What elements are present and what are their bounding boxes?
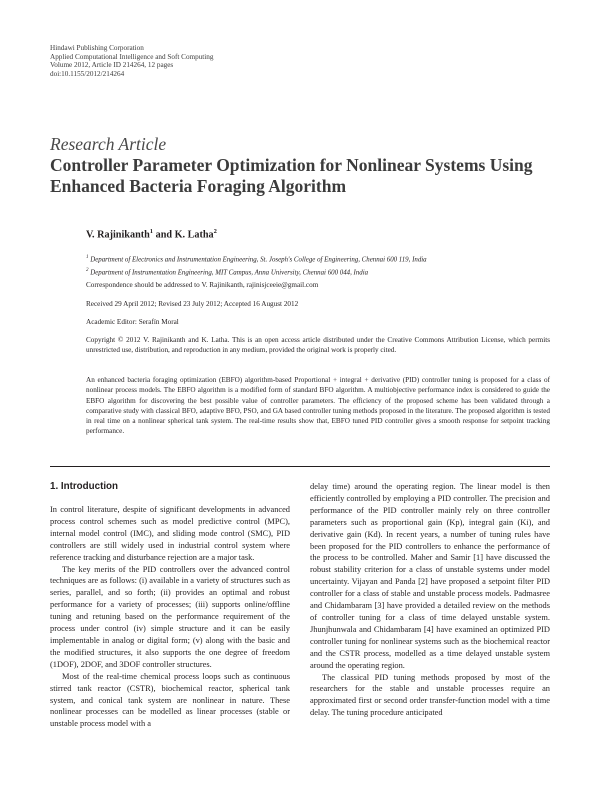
academic-editor: Academic Editor: Serafín Moral: [86, 318, 179, 326]
affiliation: [86, 253, 427, 266]
journal-name: Applied Computational Intelligence and Soft Computing: [50, 52, 214, 61]
author-list: [86, 228, 217, 240]
paragraph: delay time) around the operating region. The linear model is then efficiently controlled by employing a PID controller. The precision and performance of the PID controller mainly rely on three controller parameters such as proportional gain (Kp), integral gain (Ki), and derivative gain (Kd). In recent years, a number of tuning rules have been proposed for the PID controllers to enhance the performance of the process to be controlled. Maher and Samir [1] have discussed the robust stability criterion for a class of unstable systems under model uncertainty. Vijayan and Panda [2] have proposed a setpoint filter PID controller for a class of stable and unstable process models. Padmasree and Chidambaram [3] have provided a detailed review on the methods of controller tuning for a class of time delayed unstable system. Jhunjhunwala and Chidambaram [4] have examined an optimized PID controller tuning for nonlinear systems such as the biochemical reactor and the CSTR process, modelled as a time delayed unstable system around the operating region.: [310, 482, 550, 670]
paragraph: The key merits of the PID controllers over the advanced control techniques are as follows: (i) available in a variety of structures such as series, parallel, and so forth; (ii) provides an optimal and robust performance for a variety of processes; (iii) supports online/offline tuning and retuning based on the performance requirement of the process under control (iv) simple structure and it can be easily implementable in analog or digital form; (v) along with the basic and the modified structures, it also supports the one degree of freedom (1DOF), 2DOF, and 3DOF controller structures.: [50, 564, 290, 669]
author-name: V. Rajinikanth: [86, 229, 150, 241]
section-heading: 1. Introduction: [50, 481, 119, 492]
volume-info: Volume 2012, Article ID 214264, 12 pages: [50, 61, 174, 70]
paper-title: Controller Parameter Optimization for Nonlinear Systems Using Enhanced Bacteria Foraging Algorithm: [50, 155, 533, 196]
paragraph: The classical PID tuning methods proposed by most of the researchers for the stable and unstable processes require an approximated first or second order transfer-function model with a time delay. The tuning procedure anticipated: [310, 672, 550, 718]
article-type: Research Article: [50, 134, 167, 154]
affiliation-mark: 1: [86, 255, 89, 260]
right-column: [310, 481, 550, 719]
copyright-notice: Copyright © 2012 V. Rajinikanth and K. Latha. This is an open access article distributed under the Creative Commons Attribution License, which permits unrestricted use, distribution, and reproduction in any medium, provided the original work is properly cited.: [86, 336, 550, 355]
affiliation: [86, 266, 427, 279]
affiliation-text: Department of Electronics and Instrumentation Engineering, St. Joseph's College of Engineering, Chennai 600 119, India: [90, 256, 427, 264]
paragraph: In control literature, despite of significant developments in advanced process control schemes such as model predictive control (MPC), internal model control (IMC), and sliding mode control (SMC), PID controllers are still widely used in industrial control system where reference tracking and disturbance rejection are a major task.: [50, 505, 290, 562]
correspondence: Correspondence should be addressed to V. Rajinikanth, rajinisjceeie@gmail.com: [86, 281, 319, 289]
abstract: An enhanced bacteria foraging optimization (EBFO) algorithm-based Proportional + integral + derivative (PID) controller tuning is proposed for a class of nonlinear process models. The EBFO algorithm is a modified form of standard BFO algorithm. A multiobjective performance index is considered to guide the EBFO algorithm for discovering the best possible value of controller parameters. The efficiency of the proposed scheme has been validated through a comparative study with classical BFO, adaptive BFO, PSO, and GA based controller tuning methods proposed in the literature. The proposed algorithm is tested in real time on a nonlinear spherical tank system. The real-time results show that, EBFO tuned PID controller gives a smooth response for setpoint tracking performance.: [86, 376, 550, 436]
dates-line: Received 29 April 2012; Revised 23 July 2012; Accepted 16 August 2012: [86, 300, 299, 308]
publisher-name: Hindawi Publishing Corporation: [50, 44, 144, 52]
author-affil-mark: 1: [149, 228, 154, 235]
affiliation-text: Department of Instrumentation Engineering, MIT Campus, Anna University, Chennai 600 044, India: [90, 269, 369, 277]
left-column: [50, 481, 290, 730]
journal-header: [50, 44, 214, 78]
doi: doi:10.1155/2012/214264: [50, 69, 125, 78]
author-name: K. Latha: [174, 229, 214, 241]
affiliation-mark: 2: [86, 267, 89, 273]
paragraph: Most of the real-time chemical process loops such as continuous stirred tank reactor (CSTR), biochemical reactor, spherical tank system, and conical tank system are nonlinear in nature. These nonlinear processes can be modelled as linear processes (stable or unstable process model with a: [50, 671, 290, 729]
section-divider: [50, 466, 550, 467]
author-separator: and: [153, 229, 175, 241]
author-affil-mark: 2: [213, 228, 217, 235]
affiliations: [86, 253, 427, 279]
